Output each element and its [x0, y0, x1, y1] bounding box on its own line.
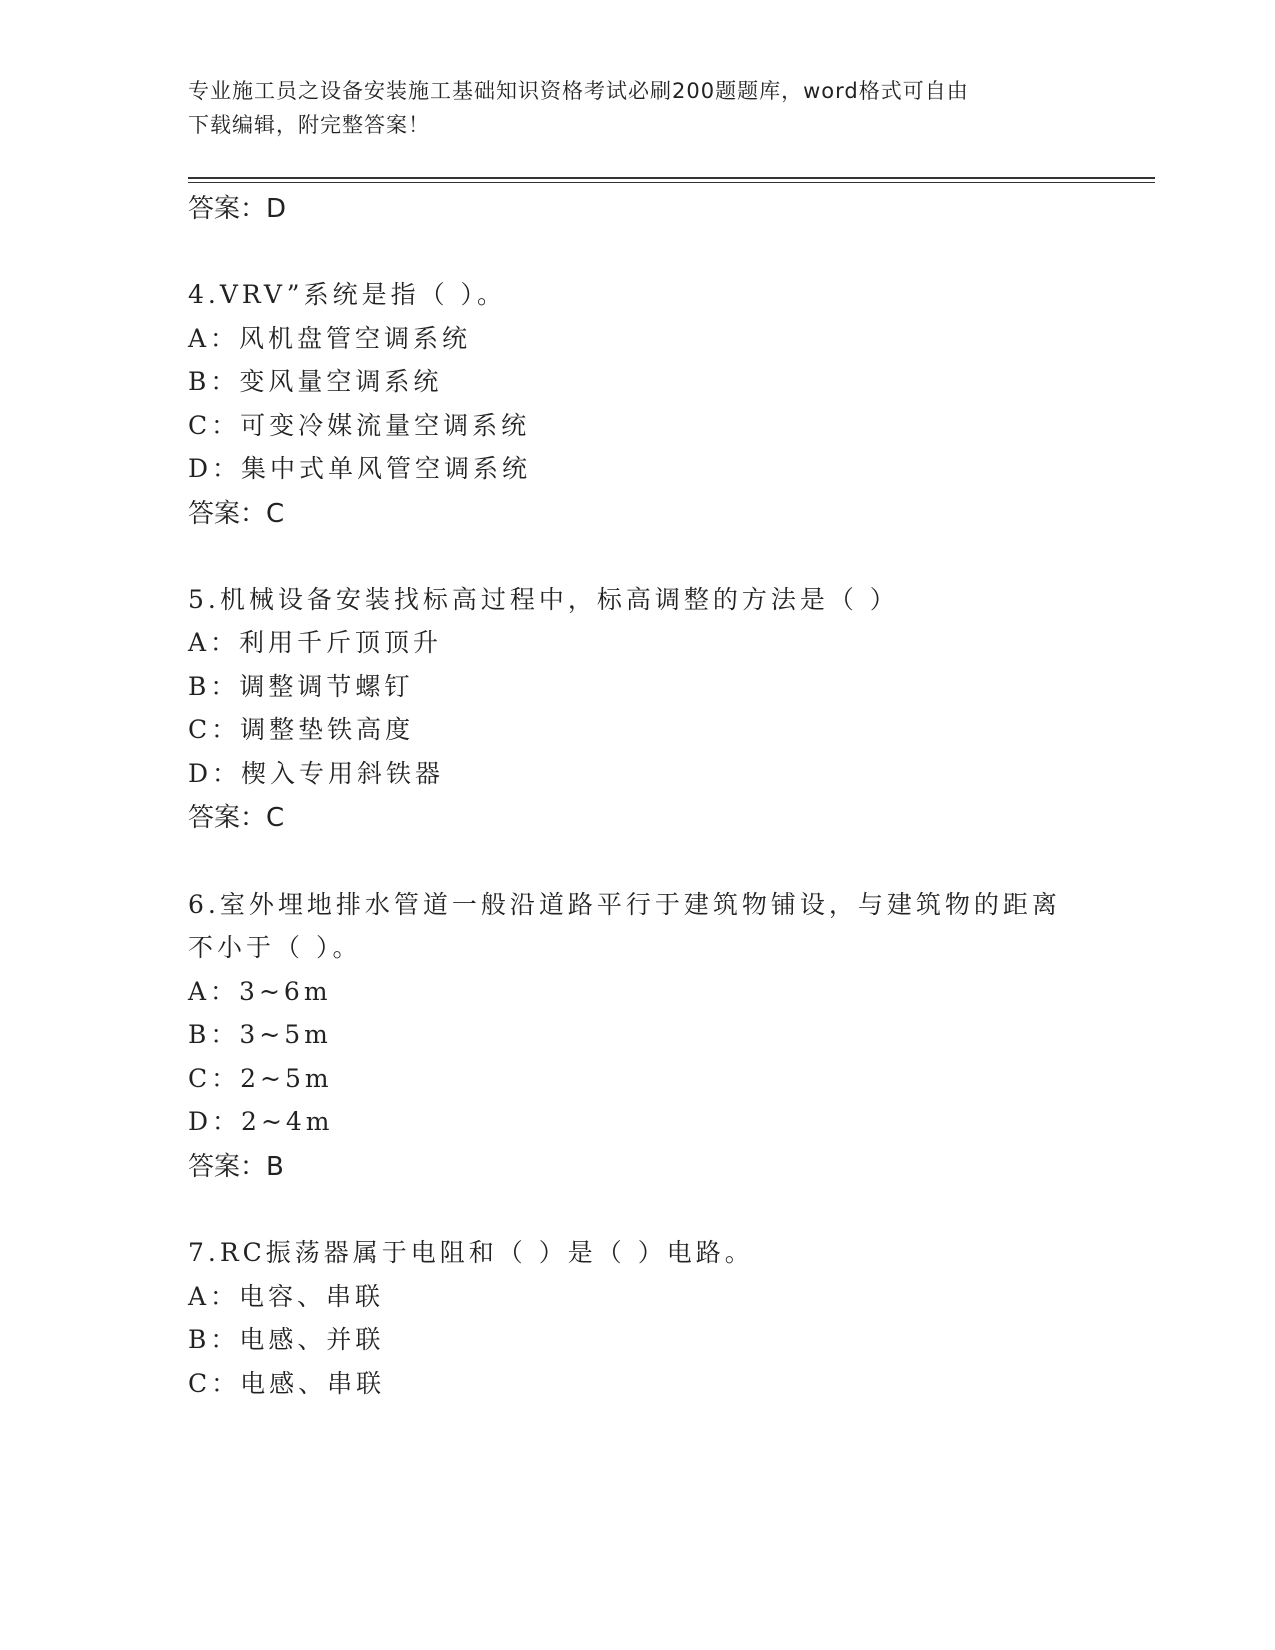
question-4-option-b: B：变风量空调系统 — [188, 367, 443, 396]
question-6-stem-line-2: 不小于（ ）。 — [188, 933, 362, 962]
question-5-option-d: D：楔入专用斜铁器 — [188, 759, 445, 788]
question-4-option-a: A：风机盘管空调系统 — [188, 324, 472, 353]
question-5-option-b: B：调整调节螺钉 — [188, 672, 414, 701]
question-6-stem-line-1: 6.室外埋地排水管道一般沿道路平行于建筑物铺设，与建筑物的距离 — [188, 890, 1061, 919]
answer-previous: 答案：D — [188, 194, 287, 224]
question-7-option-c: C：电感、串联 — [188, 1369, 386, 1398]
header-line-1: 专业施工员之设备安装施工基础知识资格考试必刷200题题库，word格式可自由 — [188, 79, 969, 103]
question-4-option-c: C：可变冷媒流量空调系统 — [188, 411, 531, 440]
header-line-2: 下载编辑，附完整答案！ — [188, 113, 430, 137]
question-5-stem: 5.机械设备安装找标高过程中，标高调整的方法是（ ） — [188, 585, 899, 614]
question-4-option-d: D：集中式单风管空调系统 — [188, 454, 532, 483]
question-5-option-c: C：调整垫铁高度 — [188, 715, 415, 744]
question-6-option-b: B：3~5m — [188, 1020, 332, 1049]
question-7-stem: 7.RC振荡器属于电阻和（ ）是（ ）电路。 — [188, 1238, 754, 1267]
question-6-option-d: D：2~4m — [188, 1107, 334, 1136]
header-divider-thin — [188, 182, 1155, 183]
question-6-answer: 答案：B — [188, 1152, 284, 1182]
document-header — [188, 74, 1088, 142]
header-divider — [188, 177, 1155, 179]
question-5-answer: 答案：C — [188, 803, 285, 833]
question-7-option-b: B：电感、并联 — [188, 1325, 385, 1354]
question-5-option-a: A：利用千斤顶顶升 — [188, 628, 443, 657]
question-7-option-a: A：电容、串联 — [188, 1282, 385, 1311]
question-4-answer: 答案：C — [188, 499, 285, 529]
question-6-option-c: C：2~5m — [188, 1064, 333, 1093]
question-6-option-a: A：3~6m — [188, 977, 332, 1006]
question-4-stem: 4.VRV”系统是指（ ）。 — [188, 280, 507, 309]
